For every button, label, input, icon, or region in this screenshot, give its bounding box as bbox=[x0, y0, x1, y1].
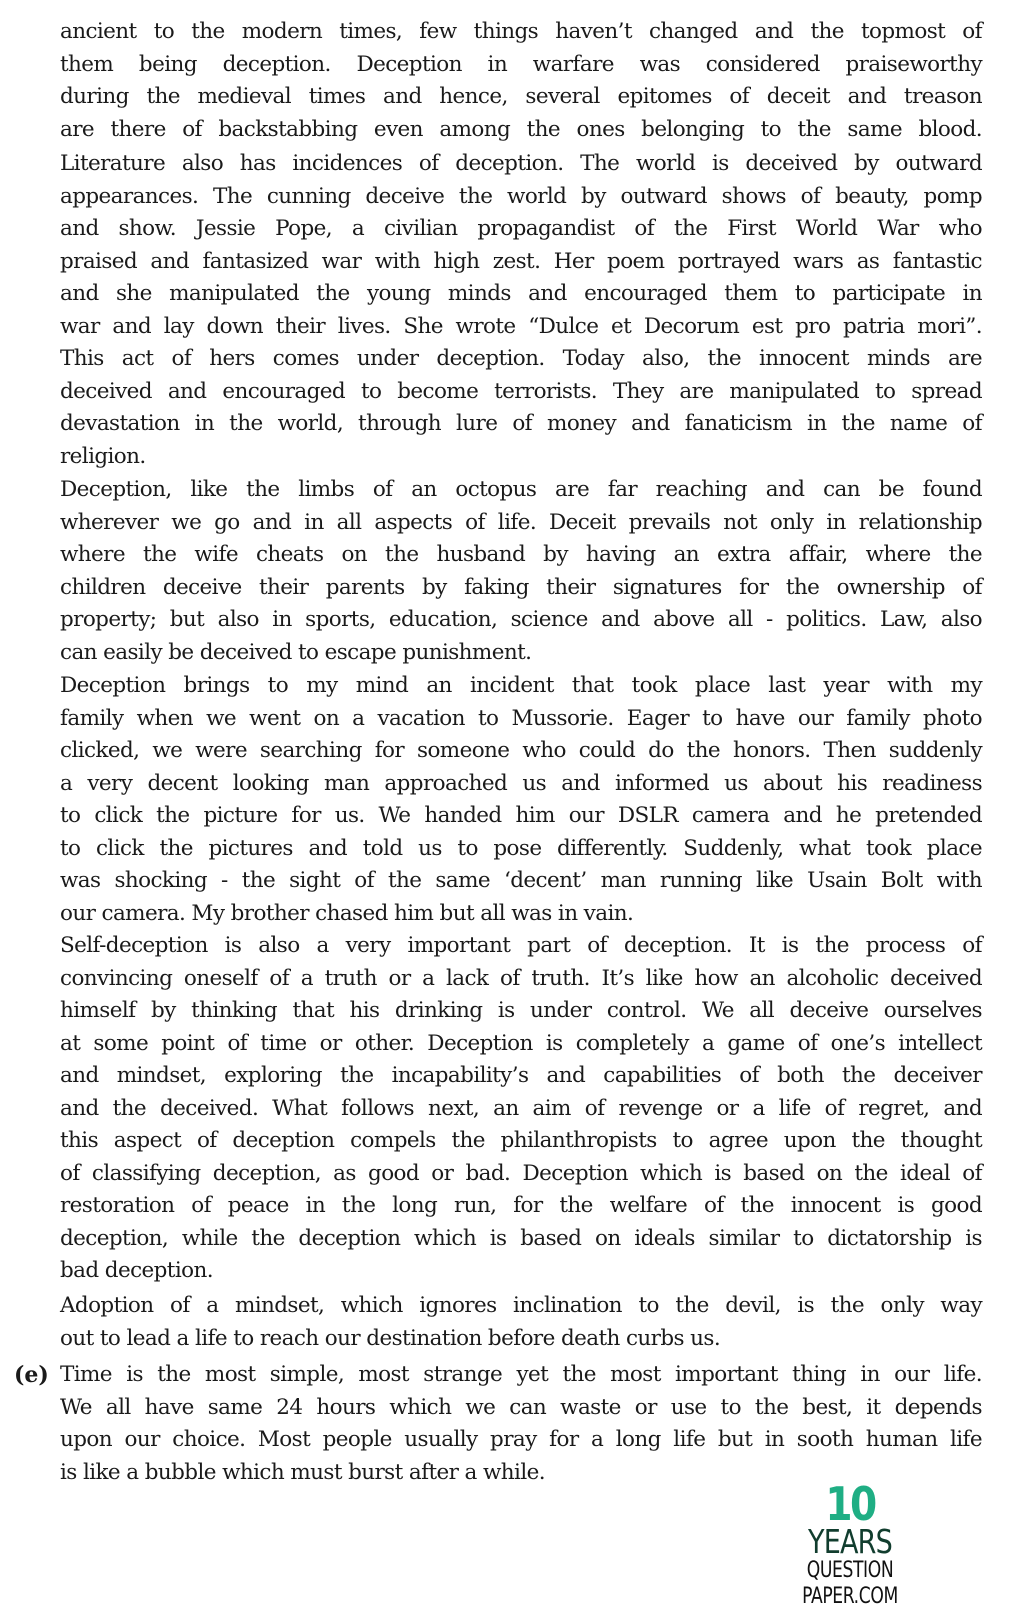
text-line: We all have same 24 hours which we can waste or use to the best, it depends bbox=[60, 1394, 982, 1420]
paragraph-literature bbox=[60, 148, 982, 473]
paragraph-conclusion bbox=[60, 1290, 982, 1355]
text-line: upon our choice. Most people usually pray for a long life but in sooth human life bbox=[60, 1427, 982, 1452]
text-line: of classifying deception, as good or bad. Deception which is based on the ideal of bbox=[60, 1160, 982, 1186]
text-line: to click the picture for us. We handed him our DSLR camera and he pretended bbox=[60, 803, 982, 828]
text-line: praised and fantasized war with high zest. Her poem portrayed wars as fantastic bbox=[60, 248, 982, 274]
text-line: deception, while the deception which is based on ideals similar to dictatorship is bbox=[60, 1225, 982, 1251]
text-line: convincing oneself of a truth or a lack of truth. It’s like how an alcoholic deceived bbox=[60, 965, 982, 991]
text-line: is like a bubble which must burst after a while. bbox=[60, 1459, 545, 1485]
text-line: to click the pictures and told us to pose differently. Suddenly, what took place bbox=[60, 835, 982, 861]
paragraph-octopus bbox=[60, 474, 982, 669]
text-line: bad deception. bbox=[60, 1258, 213, 1283]
text-line: where the wife cheats on the husband by having an extra affair, where the bbox=[60, 542, 982, 567]
text-line: appearances. The cunning deceive the world by outward shows of beauty, pomp bbox=[60, 183, 982, 209]
text-line: This act of hers comes under deception. Today also, the innocent minds are bbox=[60, 346, 982, 371]
text-line: them being deception. Deception in warfare was considered praiseworthy bbox=[60, 51, 982, 77]
text-line: ancient to the modern times, few things haven’t changed and the topmost of bbox=[60, 19, 982, 44]
question-marker-e: (e) bbox=[14, 1362, 49, 1388]
text-line: and mindset, exploring the incapability’s and capabilities of both the deceiver bbox=[60, 1063, 982, 1088]
text-line: Time is the most simple, most strange yet the most important thing in our life. bbox=[60, 1362, 982, 1387]
text-line: Literature also has incidences of deception. The world is deceived by outward bbox=[60, 151, 982, 176]
text-line: and show. Jessie Pope, a civilian propagandist of the First World War who bbox=[60, 216, 982, 241]
text-line: war and lay down their lives. She wrote “Dulce et Decorum est pro patria mori”. bbox=[60, 313, 982, 339]
text-line: family when we went on a vacation to Mussorie. Eager to have our family photo bbox=[60, 705, 982, 731]
text-line: Adoption of a mindset, which ignores inclination to the devil, is the only way bbox=[60, 1293, 982, 1318]
text-line: wherever we go and in all aspects of life. Deceit prevails not only in relationship bbox=[60, 509, 982, 535]
text-line: was shocking - the sight of the same ‘decent’ man running like Usain Bolt with bbox=[60, 868, 982, 893]
text-line: deceived and encouraged to become terrorists. They are manipulated to spread bbox=[60, 378, 982, 404]
watermark-logo bbox=[745, 1477, 955, 1610]
watermark-years: YEARS bbox=[807, 1522, 893, 1561]
text-line: this aspect of deception compels the philanthropists to agree upon the thought bbox=[60, 1128, 982, 1153]
text-line: clicked, we were searching for someone who could do the honors. Then suddenly bbox=[60, 738, 982, 763]
paragraph-deception-history bbox=[60, 16, 982, 146]
paragraph-time-essay bbox=[60, 1359, 982, 1489]
text-line: Deception, like the limbs of an octopus are far reaching and can be found bbox=[60, 477, 982, 502]
text-line: religion. bbox=[60, 443, 146, 469]
watermark-number: 10 bbox=[825, 1477, 875, 1531]
text-line: during the medieval times and hence, several epitomes of deceit and treason bbox=[60, 84, 982, 109]
text-line: our camera. My brother chased him but all was in vain. bbox=[60, 900, 634, 926]
text-line: and the deceived. What follows next, an aim of revenge or a life of regret, and bbox=[60, 1095, 982, 1121]
text-line: restoration of peace in the long run, for the welfare of the innocent is good bbox=[60, 1193, 982, 1218]
text-line: out to lead a life to reach our destination before death curbs us. bbox=[60, 1325, 721, 1351]
text-line: property; but also in sports, education, science and above all - politics. Law, also bbox=[60, 607, 982, 632]
text-line: at some point of time or other. Deception is completely a game of one’s intellect bbox=[60, 1030, 982, 1056]
text-line: and she manipulated the young minds and encouraged them to participate in bbox=[60, 281, 982, 306]
text-line: children deceive their parents by faking their signatures for the ownership of bbox=[60, 574, 982, 600]
text-line: devastation in the world, through lure of money and fanaticism in the name of bbox=[60, 411, 982, 436]
paragraph-mussorie-incident bbox=[60, 670, 982, 930]
paragraph-self-deception bbox=[60, 930, 982, 1288]
text-line: are there of backstabbing even among the ones belonging to the same blood. bbox=[60, 116, 982, 142]
text-line: Self-deception is also a very important part of deception. It is the process of bbox=[60, 933, 982, 958]
text-line: can easily be deceived to escape punishment. bbox=[60, 639, 532, 665]
text-line: Deception brings to my mind an incident that took place last year with my bbox=[60, 673, 982, 698]
text-line: a very decent looking man approached us and informed us about his readiness bbox=[60, 770, 982, 796]
text-line: himself by thinking that his drinking is under control. We all deceive ourselves bbox=[60, 998, 982, 1023]
watermark-site: QUESTION PAPER.COM bbox=[802, 1558, 898, 1609]
